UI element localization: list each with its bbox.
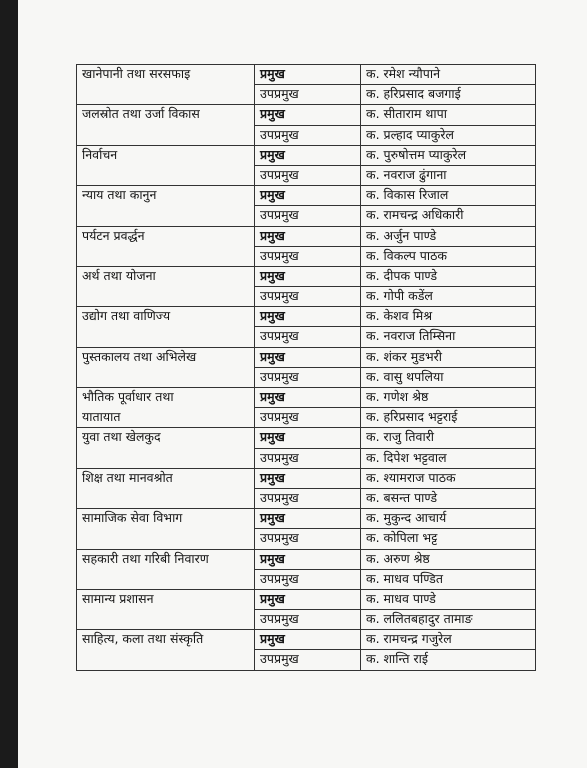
department-name: उद्योग तथा वाणिज्य [77,307,255,347]
role-chief-label: प्रमुख [255,307,361,327]
department-name: अर्थ तथा योजना [77,266,255,306]
chief-name: क. अर्जुन पाण्डे [361,226,536,246]
deputy-name: क. दिपेश भट्टवाल [361,448,536,468]
role-chief-label: प्रमुख [255,65,361,85]
role-deputy-label: उपप्रमुख [255,327,361,347]
table-row-chief [77,307,536,327]
role-chief-label: प्रमुख [255,509,361,529]
role-deputy-label: उपप्रमुख [255,650,361,670]
department-name: सहकारी तथा गरिबी निवारण [77,549,255,589]
deputy-name: क. नवराज तिम्सिना [361,327,536,347]
role-deputy-label: उपप्रमुख [255,125,361,145]
table-row-chief [77,630,536,650]
department-name: साहित्य, कला तथा संस्कृति [77,630,255,670]
department-name: निर्वाचन [77,145,255,185]
role-chief-label: प्रमुख [255,589,361,609]
role-deputy-label: उपप्रमुख [255,85,361,105]
chief-name: क. मुकुन्द आचार्य [361,509,536,529]
chief-name: क. पुरुषोत्तम प्याकुरेल [361,145,536,165]
table-row-chief [77,589,536,609]
role-deputy-label: उपप्रमुख [255,287,361,307]
role-chief-label: प्रमुख [255,388,361,408]
department-name: खानेपानी तथा सरसफाइ [77,65,255,105]
chief-name: क. दीपक पाण्डे [361,266,536,286]
role-chief-label: प्रमुख [255,145,361,165]
table-row-chief [77,266,536,286]
department-name: सामान्य प्रशासन [77,589,255,629]
role-deputy-label: उपप्रमुख [255,529,361,549]
deputy-name: क. विकल्प पाठक [361,246,536,266]
department-name: युवा तथा खेलकुद [77,428,255,468]
role-deputy-label: उपप्रमुख [255,448,361,468]
role-deputy-label: उपप्रमुख [255,246,361,266]
chief-name: क. श्यामराज पाठक [361,468,536,488]
table-row-chief [77,428,536,448]
role-chief-label: प्रमुख [255,226,361,246]
role-deputy-label: उपप्रमुख [255,488,361,508]
table-row-chief [77,145,536,165]
deputy-name: क. वासु थपलिया [361,367,536,387]
table-row-chief [77,468,536,488]
table-row-chief [77,105,536,125]
role-chief-label: प्रमुख [255,186,361,206]
role-deputy-label: उपप्रमुख [255,569,361,589]
department-name: भौतिक पूर्वाधार तथा [77,388,255,408]
department-name: न्याय तथा कानुन [77,186,255,226]
role-deputy-label: उपप्रमुख [255,610,361,630]
deputy-name: क. माधव पण्डित [361,569,536,589]
deputy-name: क. शान्ति राई [361,650,536,670]
role-chief-label: प्रमुख [255,549,361,569]
chief-name: क. शंकर मुडभरी [361,347,536,367]
chief-name: क. माधव पाण्डे [361,589,536,609]
chief-name: क. रमेश न्यौपाने [361,65,536,85]
table-row-chief [77,388,536,408]
deputy-name: क. हरिप्रसाद भट्टराई [361,408,536,428]
role-chief-label: प्रमुख [255,105,361,125]
chief-name: क. राजु तिवारी [361,428,536,448]
chief-name: क. रामचन्द्र गजुरेल [361,630,536,650]
role-chief-label: प्रमुख [255,347,361,367]
role-chief-label: प्रमुख [255,468,361,488]
table-row-chief [77,509,536,529]
role-chief-label: प्रमुख [255,630,361,650]
deputy-name: क. बसन्त पाण्डे [361,488,536,508]
chief-name: क. विकास रिजाल [361,186,536,206]
table-row-chief [77,347,536,367]
deputy-name: क. नवराज ढुंगाना [361,165,536,185]
deputy-name: क. प्रल्हाद प्याकुरेल [361,125,536,145]
table-row-chief [77,549,536,569]
department-name: जलस्रोत तथा उर्जा विकास [77,105,255,145]
role-deputy-label: उपप्रमुख [255,408,361,428]
department-name-continued: यातायात [77,408,255,428]
department-name: शिक्ष तथा मानवश्रोत [77,468,255,508]
table-row-chief [77,226,536,246]
deputy-name: क. ललितबहादुर तामाङ [361,610,536,630]
deputy-name: क. रामचन्द्र अधिकारी [361,206,536,226]
department-name: पर्यटन प्रवर्द्धन [77,226,255,266]
role-deputy-label: उपप्रमुख [255,367,361,387]
chief-name: क. सीताराम थापा [361,105,536,125]
deputy-name: क. कोपिला भट्ट [361,529,536,549]
chief-name: क. गणेश श्रेष्ठ [361,388,536,408]
chief-name: क. केशव मिश्र [361,307,536,327]
committee-assignment-table [76,64,536,671]
role-chief-label: प्रमुख [255,266,361,286]
role-deputy-label: उपप्रमुख [255,165,361,185]
department-name: पुस्तकालय तथा अभिलेख [77,347,255,387]
deputy-name: क. हरिप्रसाद बजगाई [361,85,536,105]
department-name: सामाजिक सेवा विभाग [77,509,255,549]
table-body [77,65,536,671]
chief-name: क. अरुण श्रेष्ठ [361,549,536,569]
table-row-deputy [77,408,536,428]
dark-page-edge [0,0,18,768]
role-chief-label: प्रमुख [255,428,361,448]
table-row-chief [77,186,536,206]
role-deputy-label: उपप्रमुख [255,206,361,226]
table-row-chief [77,65,536,85]
deputy-name: क. गोपी कडेंल [361,287,536,307]
